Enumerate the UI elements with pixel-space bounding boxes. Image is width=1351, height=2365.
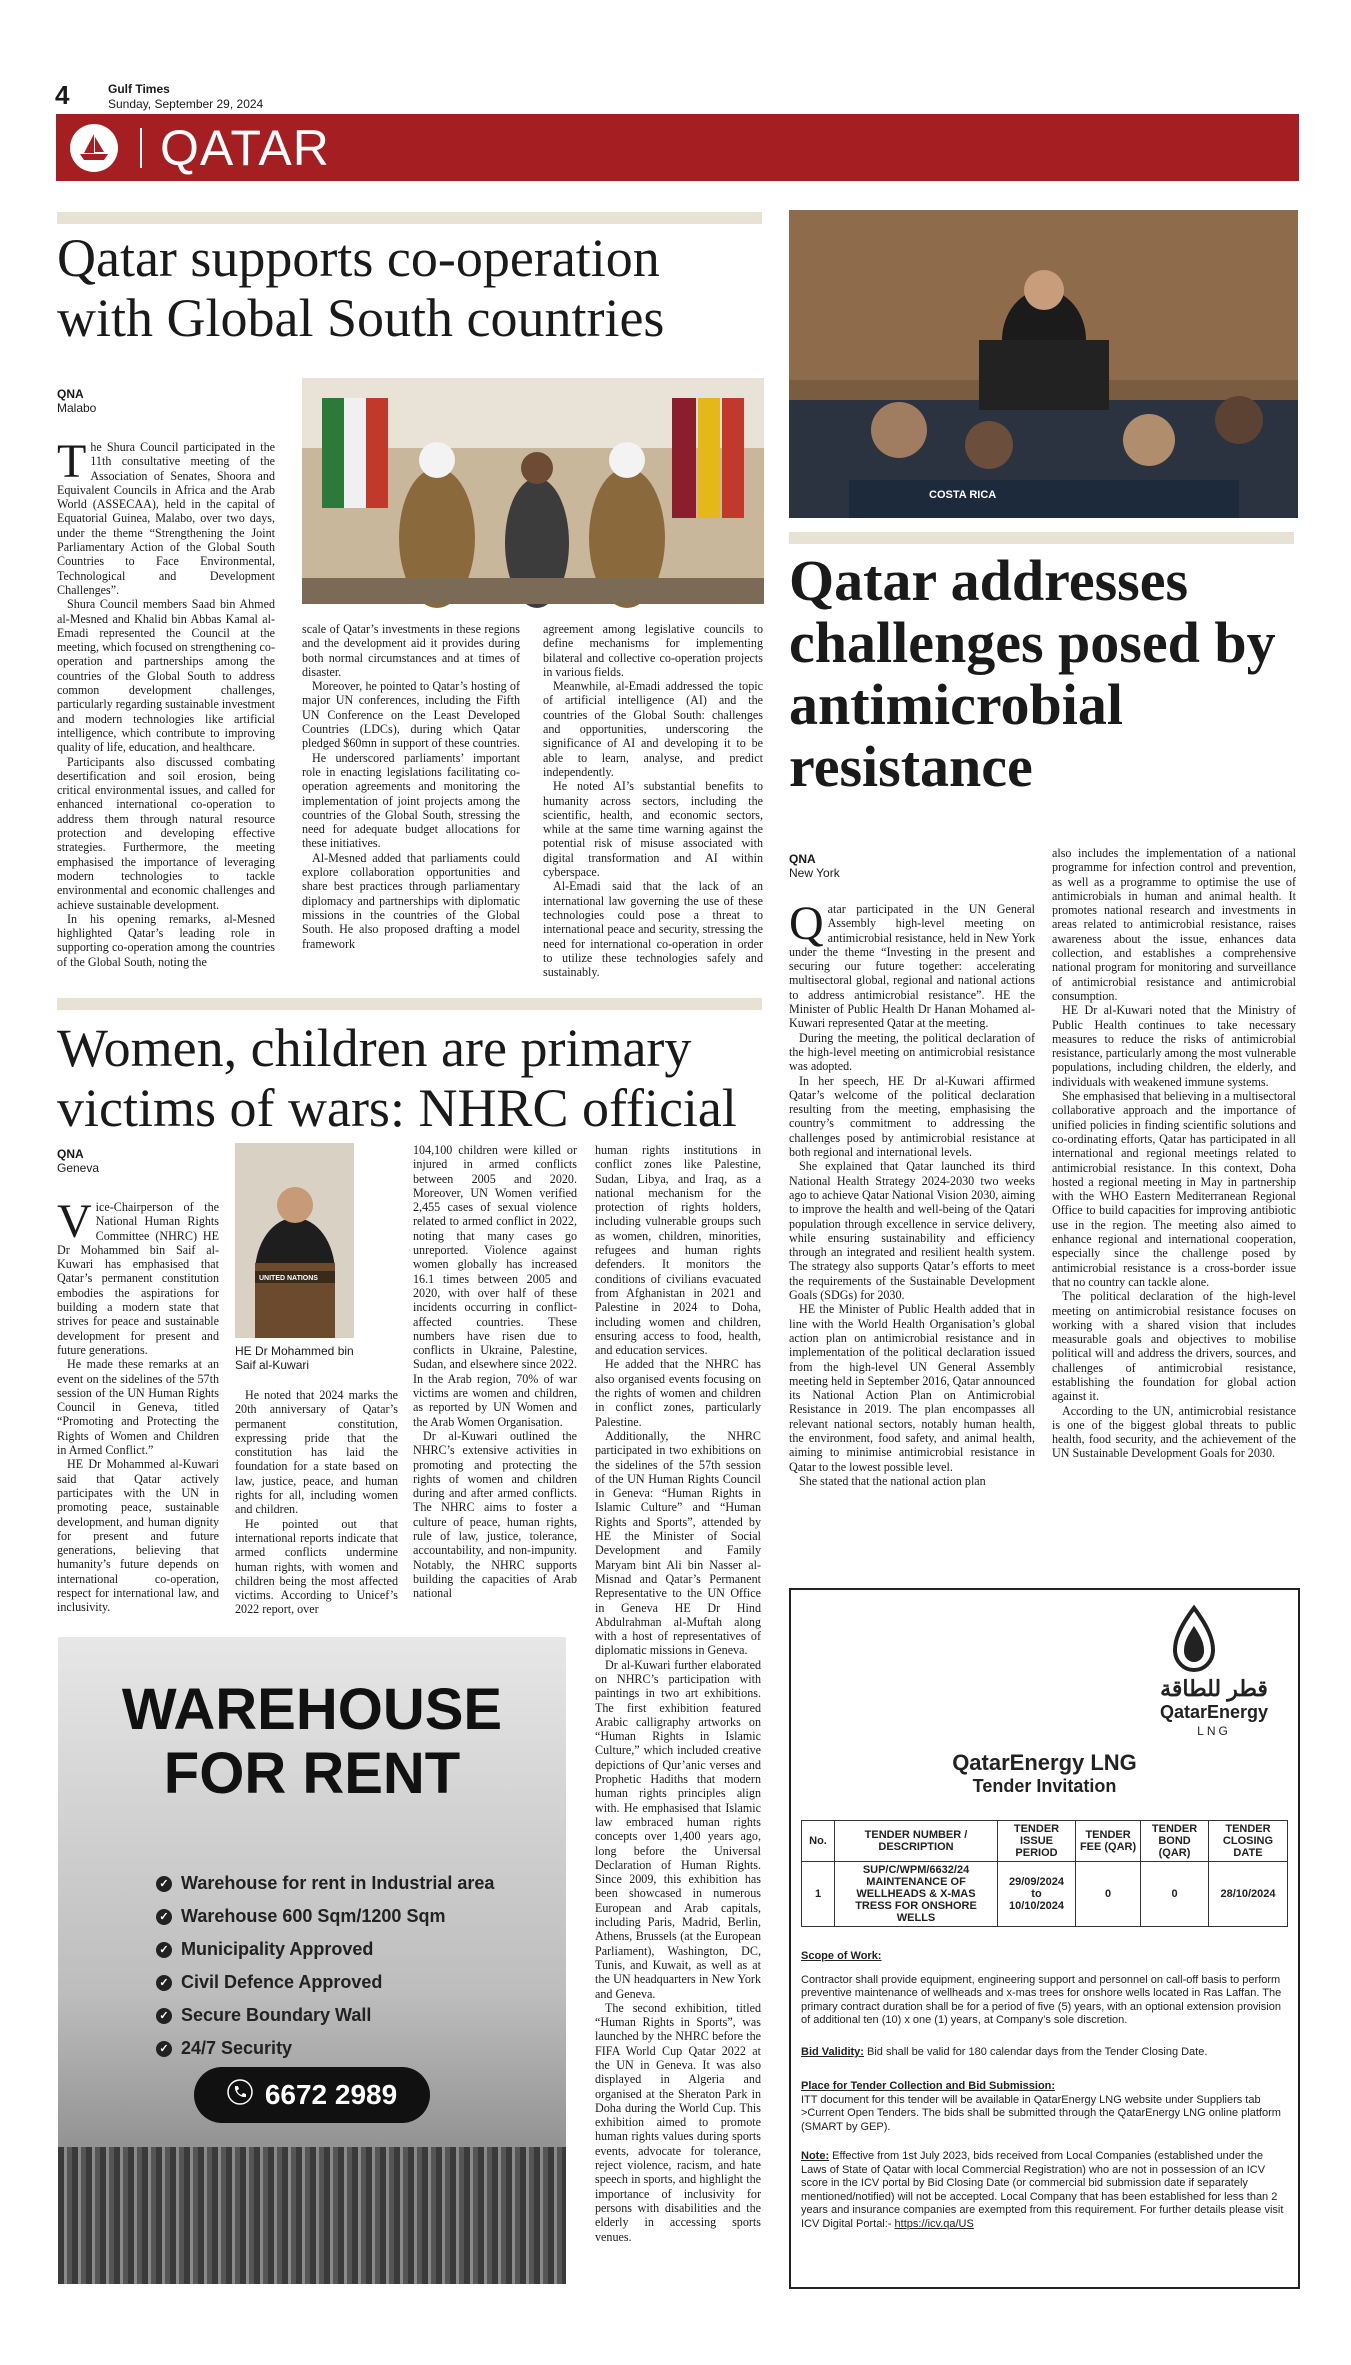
ad-title-line1: WAREHOUSE (121, 1677, 503, 1742)
article1-column-1: The Shura Council participated in the 11th consultative meeting of the Association of Senates, Shoora and Equivalent Councils in Africa and the Arab World (ASSECAA), held in the capital of Equatorial Guinea, Malabo, over two days, under the theme “Strengthening the Joint Parliamentary Action of the Global South Countries to Face Environmental, Technological and Development Challenges”. Shura Council members Saad bin Ahmed al-Mesned and Khalid bin Abbas Kamal al-Emadi represented the Council at the meeting, which focused on strengthening co-operation and partnerships among the countries of the Global South to address common development challenges, particularly regarding sustainable investment and modern technologies like artificial intelligence, which contribute to improving quality of life, education, and healthcare. Participants also discussed combating desertification and soil erosion, being critical environmental issues, and called for enhanced international co-operation to address them through natural resource protection and developing effective strategies. Furthermore, the meeting emphasised the importance of leveraging modern technologies to tackle environmental and economic challenges and achieve sustainable development. In his opening remarks, al-Mesned highlighted Qatar’s leading role in supporting co-operation among the countries of the Global South, noting the (57, 435, 275, 969)
tender-logo-arabic: قطر للطاقة (1160, 1676, 1268, 1701)
dropcap-v: V (57, 1195, 92, 1248)
tender-logo-sub: LNG (1197, 1724, 1231, 1738)
article3-headline: Women, children are primary victims of wars: NHRC official (57, 1018, 737, 1139)
ad-title-line2: FOR RENT (163, 1741, 461, 1806)
section-title: QATAR (160, 120, 330, 176)
article-rule (789, 532, 1294, 544)
ad-feature-item: ✓ Municipality Approved (156, 1933, 494, 1966)
publication-date: Sunday, September 29, 2024 (108, 97, 264, 111)
article3-column-1: Vice-Chairperson of the National Human Rights Committee (NHRC) HE Dr Mohammed bin Saif al-Kuwari has emphasised that Qatar’s permanent constitution embodies the aspirations for building a modern state that strives for peace and sustainable development for present and future generations. He made these remarks at an event on the sidelines of the 57th session of the UN Human Rights Council in Geneva, titled “Promoting and Protecting the Rights of Women and Children in Armed Conflict.” HE Dr Mohammed al-Kuwari said that Qatar actively participates with the UN in promoting peace, sustainable development, and human dignity for present and future generations, believing that humanity’s future depends on international co-operation, respect for international law, and inclusivity. (57, 1195, 219, 1615)
article-rule (57, 998, 762, 1010)
article3-source: QNA (57, 1147, 84, 1161)
dropcap-t: T (57, 435, 87, 488)
ad-feature-item: ✓ Civil Defence Approved (156, 1966, 494, 1999)
ad-feature-item: ✓ Warehouse 600 Sqm/1200 Sqm (156, 1900, 494, 1933)
ad-feature-list (156, 1867, 494, 2065)
tender-title: QatarEnergy LNG (952, 1750, 1137, 1775)
article1-source: QNA (57, 387, 84, 401)
article3-photo (235, 1143, 354, 1338)
publication-name: Gulf Times (108, 82, 170, 96)
icv-portal-link[interactable]: https://icv.qa/US (894, 2217, 974, 2230)
photo-country-plate: COSTA RICA (929, 489, 997, 501)
ad-phone-number: 6672 2989 (264, 2079, 398, 2110)
article3-column-4: human rights institutions in conflict zones like Palestine, Sudan, Libya, and Iraq, as a national mechanism for the protection of rights holders, including vulnerable groups such as women, children, minorities, refugees and human rights defenders. It monitors the conditions of civilians evacuated from Afghanistan in 2021 and Palestine in 2024 to Doha, including women and children, ensuring access to food, health, and education services. He added that the NHRC has also organised events focusing on the rights of women and children in conflict zones, particularly Palestine. Additionally, the NHRC participated in two exhibitions on the sidelines of the 57th session of the UN Human Rights Council in Geneva: “Human Rights in Islamic Culture” and “Human Rights and Sports”, attended by HE the Minister of Social Development and Family Maryam bint Ali bin Nasser al-Misnad and Qatar’s Permanent Representative to the UN Office in Geneva HE Dr Hind Abdulrahman al-Muftah along with a host of representatives of diplomatic missions in Geneva. Dr al-Kuwari further elaborated on NHRC’s participation with paintings in two art exhibitions. The first exhibition featured Arabic calligraphy artworks on “Human Rights in Islamic Culture,” which included creative depictions of Qur’anic verses and Prophetic Hadiths that modern human rights principles align with. He emphasised that Islamic law embraced human rights concepts over 1,400 years ago, long before the Universal Declaration of Human Rights. Since 2009, this exhibition has been showcased in numerous European and Arab capitals, including Paris, Madrid, Berlin, Athens, Brussels (at the European Parliament), Washington, DC, Tunis, and Kuwait, as well as at the UN headquarters in New York and Geneva. The second exhibition, titled “Human Rights in Sports”, was launched by the NHRC before the FIFA World Cup Qatar 2022 at the UN in Geneva. It was also displayed in Algeria and organised at the Sheraton Park in Doha during the World Cup. This exhibition aimed to promote human rights values during sports events, advocate for tolerance, reject violence, racism, and hate speech in sports, and highlight the importance of inclusivity for persons with disabilities and the elderly in accessing sports venues. (595, 1143, 761, 2244)
article1-column-3: agreement among legislative councils to define mechanisms for implementing bilateral and collective co-operation projects in various fields. Meanwhile, al-Emadi addressed the topic of artificial intelligence (AI) and the countries of the Global South: challenges and opportunities, underscoring the significance of AI and developing it to be able to learn, analyse, and predict independently. He noted AI’s substantial benefits to humanity across sectors, including the scientific, health, and economic sectors, while at the same time warning against the potential risk of misuse associated with digital transformation and AI within cyberspace. Al-Emadi said that the lack of an international law governing the use of these technologies could pose a threat to international peace and security, stressing the need for international co-operation in order to utilize these technologies safely and sustainably. (543, 622, 763, 980)
ad-feature-item: ✓ Warehouse for rent in Industrial area (156, 1867, 494, 1900)
tender-ad (789, 1588, 1300, 2289)
ad-feature-item: ✓ 24/7 Security (156, 2032, 494, 2065)
check-icon: ✓ (156, 1942, 172, 1958)
check-icon: ✓ (156, 2041, 172, 2057)
article1-column-2: scale of Qatar’s investments in these regions and the development aid it provides during both normal circumstances and at times of disaster. Moreover, he pointed to Qatar’s hosting of major UN conferences, including the Fifth UN Conference on the Least Developed Countries (LDCs), during which Qatar pledged $60mn in support of these countries. He underscored parliaments’ important role in enacting legislations facilitating co-operation agreements and monitoring the implementation of joint projects among the countries of the Global South, stressing the need for adequate budget allocations for these initiatives. Al-Mesned added that parliaments could explore collaboration opportunities and share best practices through parliamentary diplomacy and partnerships with diplomatic missions in the countries of the Global South. He also proposed drafting a model framework (302, 622, 520, 951)
article3-photo-caption: HE Dr Mohammed bin Saif al-Kuwari (235, 1344, 354, 1372)
article1-headline: Qatar supports co-operation with Global South countries (57, 228, 665, 349)
article3-column-3: 104,100 children were killed or injured in armed conflicts between 2005 and 2020. Moreover, UN Women verified 2,455 cases of sexual violence related to armed conflict in 2022, noting that many cases go unreported. Violence against women globally has increased 16.1 times between 2005 and 2020, with over half of these incidents occurring in conflict-affected countries. These numbers have risen due to conflicts in Ukraine, Palestine, Sudan, and elsewhere since 2022. In the Arab region, 70% of war victims are women and children, as reported by UN Women and the Arab Women Organisation. Dr al-Kuwari outlined the NHRC’s extensive activities in promoting and protecting the rights of women and children during and after armed conflicts. The NHRC aims to foster a culture of peace, human rights, rule of law, justice, tolerance, accountability, and non-impunity. Notably, the NHRC supports building the capacities of Arab national (413, 1143, 577, 1601)
article-rule (57, 212, 762, 224)
flame-drop-icon (1169, 1604, 1219, 1674)
check-icon: ✓ (156, 2008, 172, 2024)
table-row: 1 SUP/C/WPM/6632/24 MAINTENANCE OF WELLHEADS & X-MAS TRESS FOR ONSHORE WELLS 29/09/2024 to 10/10/2024 0 0 28/10/2024 (802, 1862, 1288, 1927)
article1-location: Malabo (57, 401, 97, 415)
phone-icon (227, 2079, 253, 2112)
tender-table (801, 1820, 1288, 1927)
tender-subtitle: Tender Invitation (972, 1776, 1117, 1796)
article2-column-2: also includes the implementation of a national programme for infection control and prevention, as well as a programme to optimise the use of antimicrobials in human and animal health. It promotes national research and investments in areas related to antimicrobial resistance, raises awareness about the issue, enhances data collection, and establishes a comprehensive national program for monitoring and surveillance of antimicrobial resistance and antimicrobial consumption. HE Dr al-Kuwari noted that the Ministry of Public Health continues to take necessary measures to reduce the risks of antimicrobial resistance, particularly among the most vulnerable populations, including children, the elderly, and individuals with weakened immune systems. She emphasised that believing in a multisectoral collaborative approach and the importance of unified policies in finding scientific solutions and co-ordinating efforts, Qatar has participated in all international and regional meetings related to antimicrobial resistance. In this context, Doha hosted a regional meeting in May in partnership with the WHO Eastern Mediterranean Regional Office to build capacities for improving antibiotic use in the region. The meeting also aimed to enhance regional and international cooperation, especially since the challenge posed by antimicrobial resistance is a cross-border issue that no country can tackle alone. The political declaration of the high-level meeting on antimicrobial resistance focuses on working with a shared vision that includes measurable goals and objectives to mobilise political will and address the drivers, sources, and challenges of antimicrobial resistance, establishing the foundation for global action against it. According to the UN, antimicrobial resistance is one of the biggest global threats to public health, food security, and the achievement of the UN Sustainable Development Goals for 2030. (1052, 846, 1296, 1461)
section-divider (140, 128, 142, 168)
tender-validity: Bid Validity: Bid shall be valid for 180 calendar days from the Tender Closing Date. (801, 2046, 1208, 2058)
tender-place: Place for Tender Collection and Bid Submission: ITT document for this tender will be available in QatarEnergy LNG website under Suppliers tab >Current Open Tenders. The bids shall be submitted through the QatarEnergy LNG online platform (SMART by GEP). (801, 2080, 1281, 2133)
dhow-logo-icon (70, 124, 118, 172)
article3-column-2: He noted that 2024 marks the 20th anniversary of Qatar’s permanent constitution, expressing pride that the constitution has laid the foundation for a state based on law, justice, peace, and human rights for all, including women and children. He pointed out that international reports indicate that armed conflicts undermine human rights, with women and children being the most affected victims. According to Unicef’s 2022 report, over (235, 1388, 398, 1617)
article1-photo (302, 378, 764, 604)
article2-headline: Qatar addresses challenges posed by antimicrobial resistance (789, 548, 1276, 799)
article2-location: New York (789, 866, 840, 880)
article2-source: QNA (789, 852, 816, 866)
podium-label: UNITED NATIONS (259, 1275, 318, 1282)
warehouse-ad (58, 1637, 566, 2284)
ad-phone-button[interactable] (194, 2067, 430, 2123)
tender-logo-name: QatarEnergy (1159, 1702, 1269, 1722)
article3-location: Geneva (57, 1161, 100, 1175)
ad-feature-item: ✓ Secure Boundary Wall (156, 1999, 494, 2032)
article2-photo (789, 210, 1298, 518)
tender-scope: Scope of Work: Contractor shall provide equipment, engineering support and personnel on call-off basis to perform preventive maintenance of wellheads and x-mas trees for onshore wells located in Ras Laffan. The primary contract duration shall be for a period of five (5) years, with an optional extension provision of additional ten (10) x one (1) years, at Company’s sole discretion. (801, 1950, 1282, 2026)
dropcap-q: Q (789, 897, 824, 950)
tender-note: Note: Effective from 1st July 2023, bids received from Local Companies (established under the Laws of State of Qatar with local Commercial Registration) who are not in possession of an ICV score in the ICV portal by Bid Closing Date (or commercial bid submission date if separately mentioned/notified) will not be accepted. Local Company that has been established for less than 2 years and insurance companies are exempted from this requirement. For further details please visit ICV Digital Portal:- https://icv.qa/US (801, 2150, 1284, 2230)
warehouse-image (58, 2147, 566, 2284)
check-icon: ✓ (156, 1975, 172, 1991)
article2-column-1: Qatar participated in the UN General Assembly high-level meeting on antimicrobial resistance, held in New York under the theme “Investing in the present and securing our future together: accelerating multisectoral global, regional and national actions to address antimicrobial resistance”. HE the Minister of Public Health Dr Hanan Mohamed al-Kuwari represented Qatar at the meeting. During the meeting, the political declaration of the high-level meeting on antimicrobial resistance was adopted. In her speech, HE Dr al-Kuwari affirmed Qatar’s welcome of the political declaration resulting from the meeting, emphasising the country’s commitment to addressing the challenges posed by antimicrobial resistance at both regional and international levels. She explained that Qatar launched its third National Health Strategy 2024-2030 two weeks ago to achieve Qatar National Vision 2030, aiming to improve the health and well-being of the Qatari population through excellence in service delivery, while ensuring sustainability and efficiency through an integrated and resilient health system. The strategy also supports Qatar’s efforts to meet the requirements of the Sustainable Development Goals (SDGs) for 2030. HE the Minister of Public Health added that in line with the World Health Organisation’s global action plan on antimicrobial resistance and in implementation of the political declaration issued from the high-level UN General Assembly meeting held in September 2016, Qatar announced its National Action Plan on Antimicrobial Resistance in 2019. The plan encompasses all relevant national sectors, notably human health, the environment, food safety, and animal health, aiming to minimise antimicrobial resistance in Qatar to the lowest possible level. She stated that the national action plan (789, 897, 1035, 1488)
tender-table-header: No. TENDER NUMBER / DESCRIPTION TENDER ISSUE PERIOD TENDER FEE (QAR) TENDER BOND (QAR) TENDER CLOSING DATE (802, 1821, 1288, 1862)
check-icon: ✓ (156, 1876, 172, 1892)
page-number: 4 (55, 80, 70, 110)
check-icon: ✓ (156, 1909, 172, 1925)
